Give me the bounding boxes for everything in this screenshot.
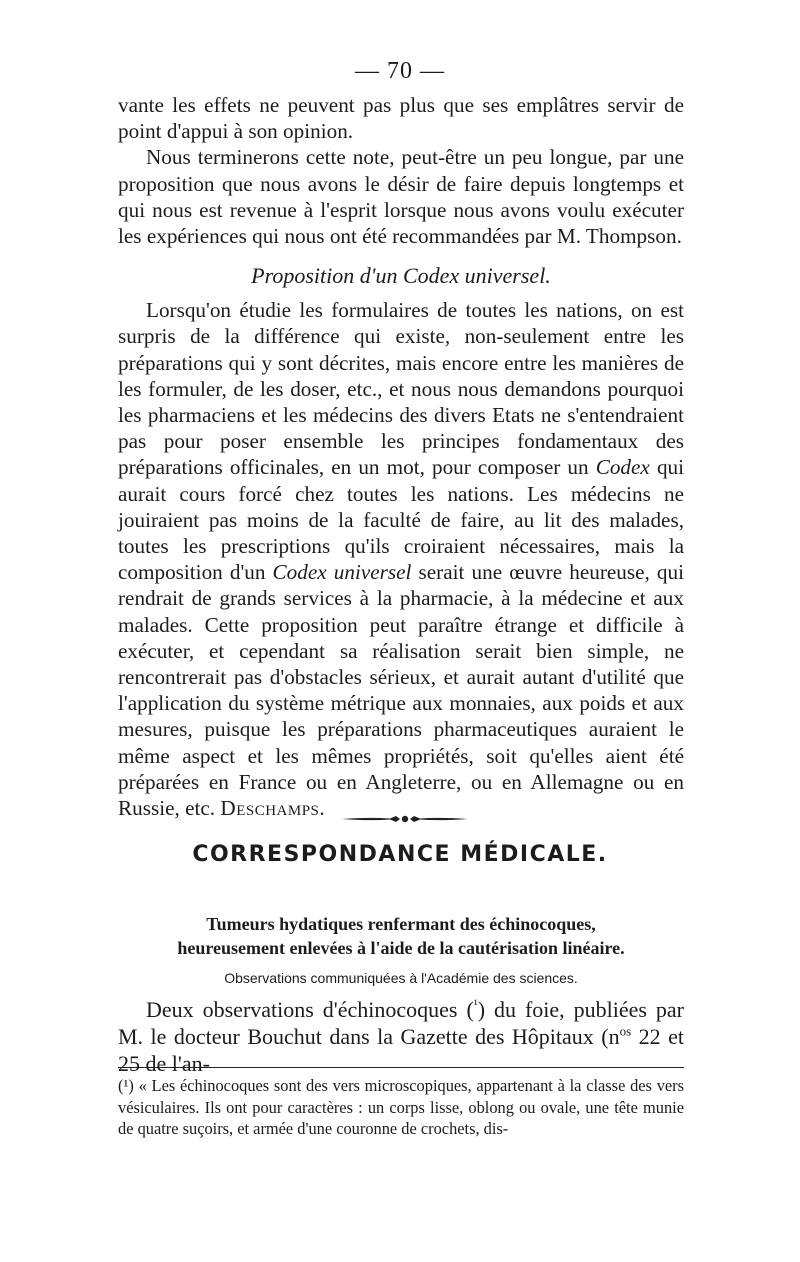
proposal-text-1: Lorsqu'on étudie les formulaires de toutes les nations, on est surpris de la différence qui existe, non-seulement entre les préparations qui y sont décrites, mais encore entre les manières de les formuler, de les doser, etc., et nous nous demandons pourquoi les pharmaciens et les médecins des divers Etats ne s'entendraient pas pour poser ensemble les principes fondamentaux des préparations officinales, en un mot, pour composer un xyxy=(118,298,684,480)
article-intro-paragraph xyxy=(118,996,684,1077)
footnote-reference: ¹ xyxy=(473,996,478,1012)
codex-term: Codex xyxy=(595,455,650,480)
continuation-paragraph: vante les effets ne peuvent pas plus que ses emplâtres servir de point d'appui à son opinion. xyxy=(118,93,684,144)
proposal-text-3: serait une œuvre heureuse, qui rendrait de grands services à la pharmacie, à la médecine et aux malades. Cette proposition peut paraître étrange et difficile à exécuter, et cependant sa réalisation serait bien simple, ne rencontrerait pas d'obstacles sérieux, et aurait autant d'utilité que l'application du système métrique aux monnaies, aux poids et aux mesures, puisque les préparations pharmaceutiques auraient le même aspect et les mêmes propriétés, soit qu'elles aient été préparées en France ou en Angleterre, ou en Allemagne ou en Russie, etc. xyxy=(118,560,684,821)
proposal-subtitle: Proposition d'un Codex universel. xyxy=(251,263,551,289)
footnote-marker: (¹) xyxy=(118,1076,134,1095)
proposal-paragraph xyxy=(118,297,684,821)
observations-caption: Observations communiquées à l'Académie des sciences. xyxy=(224,970,578,986)
proposal-text-2: qui aurait cours forcé chez toutes les nations. Les médecins ne jouiraient pas moins de la faculté de faire, au lit des malades, toutes les prescriptions qu'ils croiraient nécessaires, mais la composition d'un xyxy=(118,455,685,585)
article-title-line-1: Tumeurs hydatiques renfermant des échinocoques, xyxy=(206,914,596,934)
closing-note-paragraph: Nous terminerons cette note, peut-être un peu longue, par une proposition que nous avons le désir de faire depuis longtemps et qui nous est revenue à l'esprit lorsque nous avons voulu exécuter les expériences qui nous ont été recommandées par M. Thompson. xyxy=(118,145,684,249)
footnote xyxy=(118,1075,684,1140)
article-title-line-2: heureusement enlevées à l'aide de la cautérisation linéaire. xyxy=(177,938,625,958)
numero-superscript: os xyxy=(619,1023,632,1039)
footnote-text: « Les échinocoques sont des vers microscopiques, appartenant à la classe des vers vésiculaires. Ils ont pour caractères : un corps lisse, oblong ou ovale, une tête munie de quatre suçoirs, et armée d'une couronne de crochets, dis- xyxy=(118,1076,684,1138)
intro-text-1: Deux observations d'échinocoques ( xyxy=(146,997,474,1022)
text-column-bottom xyxy=(118,996,684,1077)
intro-text-3: 22 et 25 de l'an- xyxy=(118,1024,684,1076)
page-number: — 70 — xyxy=(355,58,445,84)
footnote-rule xyxy=(118,1067,684,1068)
intro-text-2: ) du foie, publiées par M. le docteur Bouchut dans la Gazette des Hôpitaux (n xyxy=(118,997,684,1049)
text-column-top xyxy=(118,92,684,821)
section-title: CORRESPONDANCE MÉDICALE. xyxy=(192,842,608,867)
author-signature: Deschamps. xyxy=(220,796,326,821)
article-title xyxy=(118,912,684,960)
ornament-divider xyxy=(340,814,470,824)
codex-universel-term: Codex universel xyxy=(272,560,412,585)
